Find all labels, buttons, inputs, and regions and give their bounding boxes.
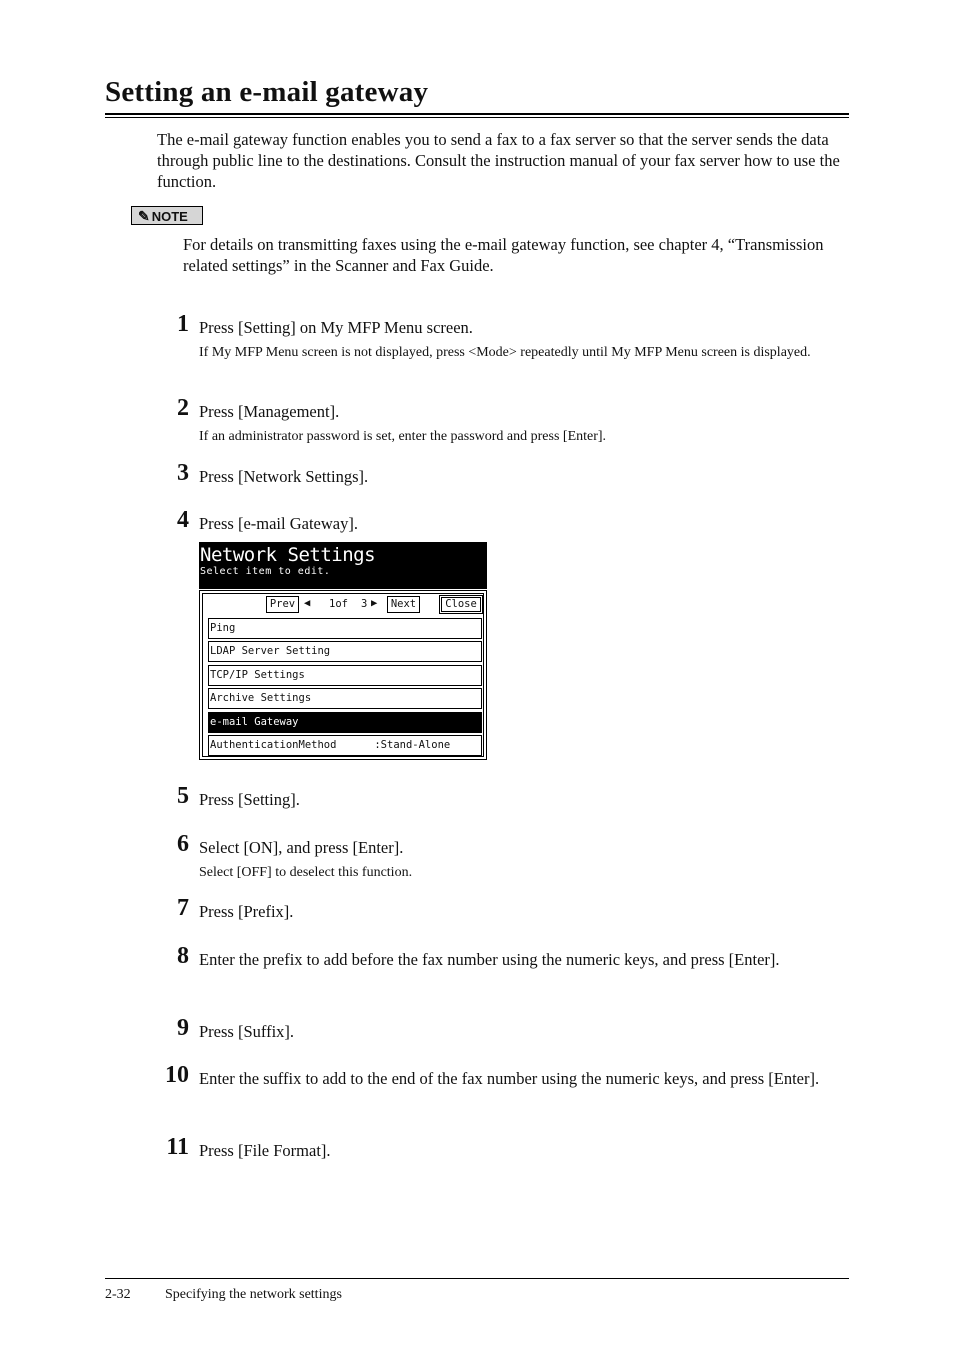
step-number: 2 [177,395,189,421]
intro-paragraph: The e-mail gateway function enables you to send a fax to a fax server so that the server sends the data through public line to the destinations. Consult the instruction manual of your fax server how to use the function. [157,130,840,191]
step-subtext: Select [OFF] to deselect this function. [199,865,413,880]
lcd-item-email-gateway[interactable]: e-mail Gateway [208,712,482,733]
next-button[interactable]: Next [387,596,420,613]
step-text: Press [Suffix]. [199,1022,295,1041]
step-text: Press [Setting]. [199,790,300,809]
footer-page-number: 2-32 [105,1287,131,1302]
lcd-subtitle: Select item to edit. [200,566,331,577]
step-number: 6 [177,831,189,857]
step-text: Press [Management]. [199,402,340,421]
step-number: 3 [177,460,189,486]
lcd-title: Network Settings [200,544,376,566]
page-current: 1of [329,598,348,610]
note-text: For details on transmitting faxes using the e-mail gateway function, see chapter 4, “Transmission related settings” in the Scanner and Fax Guide. [183,235,824,275]
step-number: 8 [177,943,189,969]
step-number: 9 [177,1015,189,1041]
page-total: 3 [361,598,368,610]
step-number: 5 [177,783,189,809]
step-subtext: If My MFP Menu screen is not displayed, press <Mode> repeatedly until My MFP Menu screen is displayed. [199,345,811,360]
step-text: Enter the prefix to add before the fax number using the numeric keys, and press [Enter]. [199,950,780,969]
lcd-item-authentication-method[interactable]: AuthenticationMethod :Stand-Alone [208,735,482,756]
lcd-item-ldap-server-setting[interactable]: LDAP Server Setting [208,641,482,662]
note-badge [131,206,203,225]
lcd-screen [199,542,487,759]
close-button[interactable]: Close [441,597,481,612]
step-text: Select [ON], and press [Enter]. [199,838,404,857]
left-arrow-icon: ◀ [304,597,311,609]
lcd-list-panel [202,593,484,757]
right-arrow-icon: ▶ [371,597,378,609]
pencil-icon: ✎ [138,208,150,224]
prev-button[interactable]: Prev [266,596,299,613]
step-text: Enter the suffix to add to the end of the fax number using the numeric keys, and press [Enter]. [199,1069,820,1088]
footer-rule [105,1278,849,1279]
page-title: Setting an e-mail gateway [105,76,429,108]
lcd-body [199,590,487,760]
lcd-item-tcp-ip-settings[interactable]: TCP/IP Settings [208,665,482,686]
step-text: Press [e-mail Gateway]. [199,514,358,533]
step-text: Press [Network Settings]. [199,467,369,486]
lcd-header [199,542,487,589]
step-number: 7 [177,895,189,921]
title-rule [105,113,849,115]
step-number: 4 [177,507,189,533]
step-number: 11 [166,1134,189,1160]
lcd-item-ping[interactable]: Ping [208,618,482,639]
step-number: 10 [165,1062,189,1088]
title-rule-thin [105,117,849,118]
step-text: Press [File Format]. [199,1141,331,1160]
footer-section-title: Specifying the network settings [165,1287,342,1302]
note-label: NOTE [151,209,188,224]
step-text: Press [Prefix]. [199,902,294,921]
lcd-item-archive-settings[interactable]: Archive Settings [208,688,482,709]
step-subtext: If an administrator password is set, enter the password and press [Enter]. [199,429,607,444]
step-number: 1 [177,311,189,337]
step-text: Press [Setting] on My MFP Menu screen. [199,318,473,337]
